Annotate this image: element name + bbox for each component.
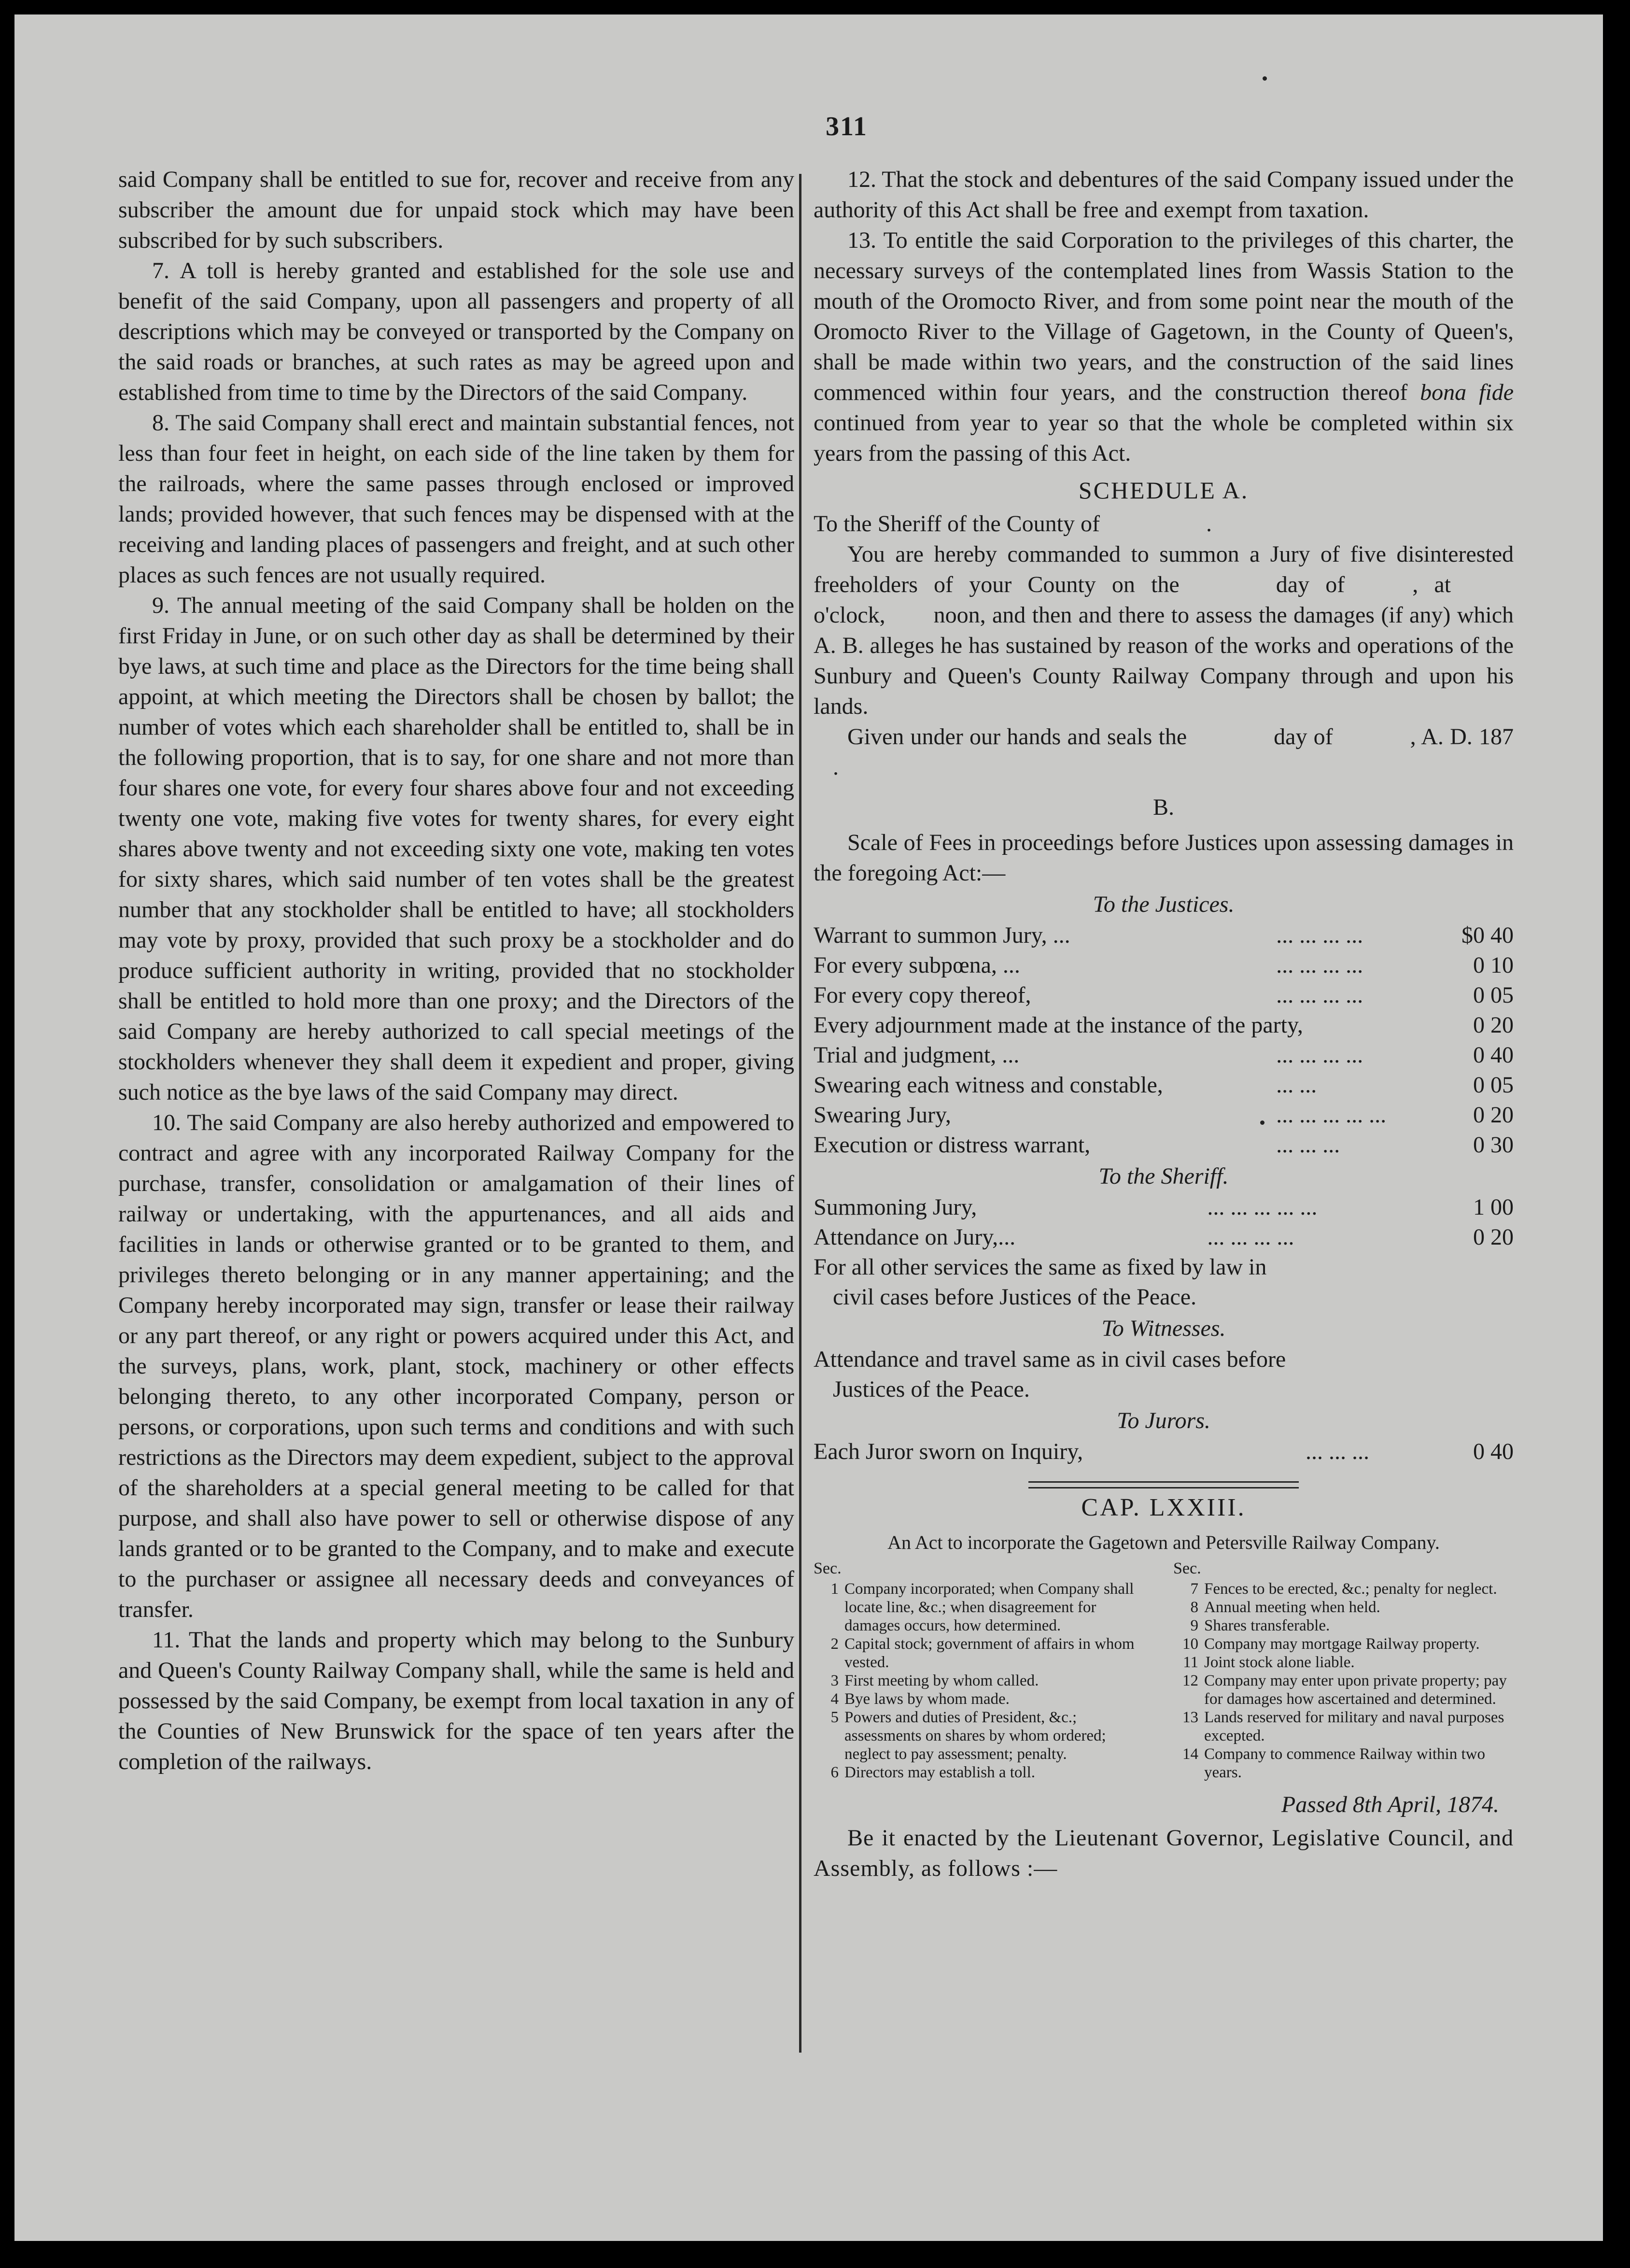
sheriff-fee-table <box>814 1192 1514 1312</box>
passed-date: Passed 8th April, 1874. <box>1281 1792 1499 1817</box>
fee-note: Justices of the Peace. <box>833 1376 1030 1402</box>
fee-note: Attendance and travel same as in civil cases before <box>814 1347 1286 1372</box>
speck <box>1263 76 1267 81</box>
fee-note: For all other services the same as fixed by law in <box>814 1254 1267 1280</box>
list-item: 6 Directors may establish a toll. <box>830 1764 1035 1781</box>
section-9: 9. The annual meeting of the said Company shall be holden on the first Friday in June, or on such other day as shall be determined by their bye laws, at such time and place as the Directors for the time being shall appoint, at which meeting the Directors shall be chosen by ballot; the number of votes which each shareholder shall be entitled to, shall be in the following proportion, that is to say, for one share and not more than four shares one vote, for every four shares above four and not exceeding twenty one vote, making five votes for twenty shares, for every eight shares above twenty and not exceeding sixty one vote, making ten votes for sixty shares, which said number of ten votes shall be the greatest number that any stockholder shall be entitled to have; all stockholders may vote by proxy, provided that such proxy be a stockholder and do produce sufficient authority in writing, provided that no stockholder shall be entitled to hold more than one proxy; and the Directors of the said Company are hereby authorized to call special meetings of the stockholders whenever they shall deem it expedient and proper, giving such notice as the bye laws of the said Company may direct. <box>118 593 794 1105</box>
section-index-left <box>814 1559 1154 1782</box>
list-item: 13 Lands reserved for military and naval purposes excepted. <box>1182 1709 1504 1744</box>
list-item: 9 Shares transferable. <box>1190 1617 1330 1634</box>
fee-row: Swearing each witness and constable, ... ... 0 05 <box>814 1072 1514 1098</box>
fee-row: For every subpœna, ... ... ... ... ... 0 10 <box>814 952 1514 978</box>
list-item: 4 Bye laws by whom made. <box>830 1690 1010 1708</box>
column-divider <box>799 174 801 2053</box>
list-item: 8 Annual meeting when held. <box>1190 1599 1380 1616</box>
schedule-b-intro: Scale of Fees in proceedings before Justices upon assessing damages in the foregoing Act:— <box>814 830 1514 886</box>
schedule-a-given: Given under our hands and seals the day of , A. D. 187. <box>833 724 1514 780</box>
left-column <box>118 164 794 1777</box>
section-8: 8. The said Company shall erect and maintain substantial fences, not less than four feet in height, on each side of the line taken by them for the railroads, where the same passes through enclosed or improved lands; provided however, that such fences may be dispensed with at the receiving and landing places of passengers and freight, and at such other places as such fences are not usually required. <box>118 410 794 588</box>
jurors-fee-table <box>814 1437 1514 1467</box>
section-13: 13. To entitle the said Corporation to the privileges of this charter, the necessary surveys of the contemplated lines from Wassis Station to the mouth of the Oromocto River, and from some point near the mouth of the Oromocto River to the Village of Gagetown, in the County of Queen's, shall be made within two years, and the construction of the said lines commenced within four years, and the construction thereof bona fide continued from year to year so that the whole be completed within six years from the passing of this Act. <box>814 227 1514 466</box>
list-item: 10 Company may mortgage Railway property. <box>1182 1635 1480 1653</box>
fee-row: Each Juror sworn on Inquiry, ... ... ... 0 40 <box>814 1439 1514 1464</box>
fee-row: Attendance on Jury,... ... ... ... ... 0 20 <box>814 1224 1514 1250</box>
to-witnesses-heading: To Witnesses. <box>1101 1316 1226 1341</box>
right-column <box>814 164 1514 1884</box>
list-item: 12 Company may enter upon private property; pay for damages how ascertained and determined. <box>1182 1672 1507 1708</box>
sec-label: Sec. <box>814 1559 842 1577</box>
fee-row: Summoning Jury, ... ... ... ... ... 1 00 <box>814 1194 1514 1220</box>
fee-note: civil cases before Justices of the Peace. <box>833 1284 1197 1310</box>
section-divider <box>1028 1481 1299 1488</box>
fee-row: Swearing Jury, ... ... ... ... ... 0 20 <box>814 1102 1514 1128</box>
schedule-a-address: To the Sheriff of the County of . <box>814 511 1212 537</box>
act-title: An Act to incorporate the Gagetown and Petersville Railway Company. <box>887 1531 1440 1553</box>
page-number: 311 <box>826 112 868 142</box>
paragraph-continuation: said Company shall be entitled to sue for, recover and receive from any subscriber the amount due for unpaid stock which may have been subscribed for by such subscribers. <box>118 167 794 253</box>
to-jurors-heading: To Jurors. <box>1117 1408 1210 1433</box>
section-index <box>814 1559 1514 1782</box>
to-justices-heading: To the Justices. <box>1093 892 1235 917</box>
list-item: 1 Company incorporated; when Company shall locate line, &c.; when disagreement for damages occurs, how determined. <box>830 1580 1134 1634</box>
scanned-page <box>14 14 1603 2241</box>
enacting-clause: Be it enacted by the Lieutenant Governor, Legislative Council, and Assembly, as follows :— <box>814 1825 1514 1881</box>
schedule-a-body: You are hereby commanded to summon a Jury of five disinterested freeholders of your County on the day of , ato'clock, noon, and then and there to assess the damages (if any) which A. B. alleges he has sustained by reason of the works and operations of the Sunbury and Queen's County Railway Company through and upon his lands. <box>814 541 1514 719</box>
section-7: 7. A toll is hereby granted and established for the sole use and benefit of the said Company, upon all passengers and property of all descriptions which may be conveyed or transported by the Company on the said roads or branches, at such rates as may be agreed upon and established from time to time by the Directors of the said Company. <box>118 258 794 405</box>
witnesses-fee-table <box>814 1345 1514 1404</box>
list-item: 7 Fences to be erected, &c.; penalty for neglect. <box>1190 1580 1497 1598</box>
schedule-a-heading: SCHEDULE A. <box>1078 477 1249 504</box>
fee-row: Warrant to summon Jury, ... ... ... ... ... $0 40 <box>814 922 1514 948</box>
list-item: 11 Joint stock alone liable. <box>1183 1654 1355 1671</box>
chapter-title: CAP. LXXIII. <box>1081 1494 1246 1521</box>
list-item: 5 Powers and duties of President, &c.; assessments on shares by whom ordered; neglect to pay assessment; penalty. <box>830 1709 1106 1763</box>
fee-row: For every copy thereof, ... ... ... ... 0 05 <box>814 982 1514 1008</box>
schedule-b-heading: B. <box>1152 794 1174 820</box>
list-item: 14 Company to commence Railway within two years. <box>1182 1745 1485 1781</box>
fee-row: Execution or distress warrant, ... ... ... 0 30 <box>814 1132 1514 1158</box>
fee-row: Trial and judgment, ... ... ... ... ... 0 40 <box>814 1042 1514 1068</box>
italic-phrase: bona fide <box>1420 380 1514 405</box>
list-item: 3 First meeting by whom called. <box>830 1672 1039 1689</box>
section-index-right <box>1173 1559 1514 1782</box>
fee-row: Every adjournment made at the instance of the party, 0 20 <box>814 1012 1514 1038</box>
list-item: 2 Capital stock; government of affairs in whom vested. <box>830 1635 1135 1671</box>
section-10: 10. The said Company are also hereby authorized and empowered to contract and agree with any incorporated Railway Company for the purchase, transfer, consolidation or amalgamation of their lines of railway or undertaking, with the appurtenances, and all aids and facilities in lands or otherwise granted or to be granted to them, and privileges thereto belonging or in any manner appertaining; and the Company hereby incorporated may sign, transfer or lease their railway or any part thereof, or any right or powers acquired under this Act, and the surveys, plans, work, plant, stock, machinery or other effects belonging thereto, to any other incorporated Company, person or persons, or corporations, upon such terms and conditions and with such restrictions as the Directors may deem expedient, subject to the approval of the shareholders at a special general meeting to be called for that purpose, and shall also have power to sell or otherwise dispose of any lands granted or to be granted to the Company, and to make and execute to the purchaser or assignee all necessary deeds and conveyances of transfer. <box>118 1110 794 1622</box>
to-sheriff-heading: To the Sheriff. <box>1098 1163 1229 1189</box>
section-12: 12. That the stock and debentures of the said Company issued under the authority of this Act shall be free and exempt from taxation. <box>814 167 1514 223</box>
justices-fee-table <box>814 921 1514 1160</box>
section-11: 11. That the lands and property which may belong to the Sunbury and Queen's County Railway Company shall, while the same is held and possessed by the said Company, be exempt from local taxation in any of the Counties of New Brunswick for the space of ten years after the completion of the railways. <box>118 1627 794 1774</box>
sec-label: Sec. <box>1173 1559 1201 1577</box>
